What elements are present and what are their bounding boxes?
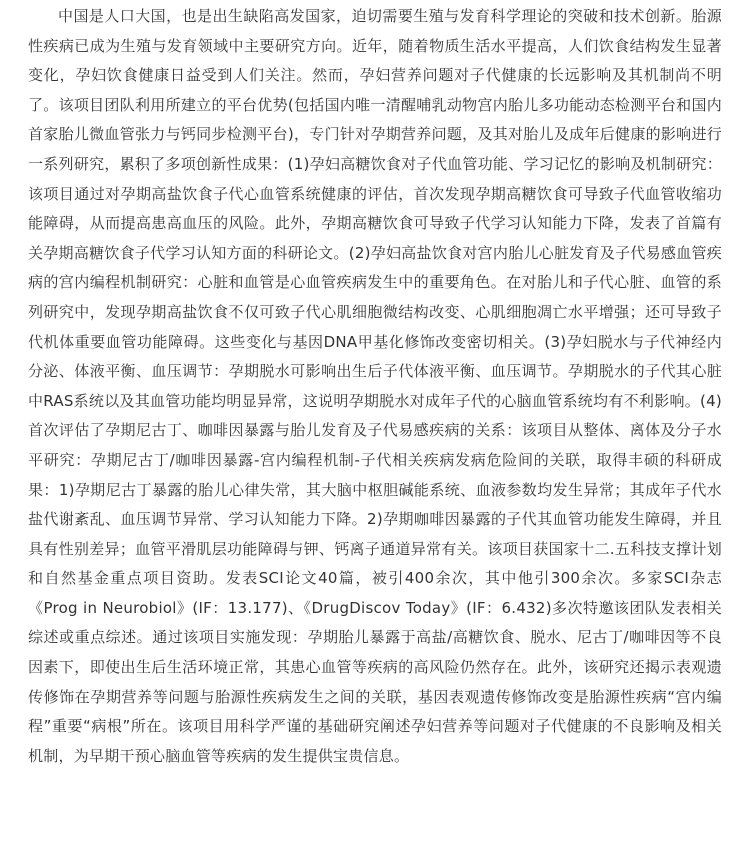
article-paragraph: 中国是人口大国，也是出生缺陷高发国家，迫切需要生殖与发育科学理论的突破和技术创新。胎源性疾病已成为生殖与发育领域中主要研究方向。近年，随着物质生活水平提高，人们饮食结构发生显著变化，孕妇饮食健康日益受到人们关注。然而，孕妇营养问题对子代健康的长远影响及其机制尚不明了。该项目团队利用所建立的平台优势(包括国内唯一清醒哺乳动物宫内胎儿多功能动态检测平台和国内首家胎儿微血管张力与钙同步检测平台)，专门针对孕期营养问题，及其对胎儿及成年后健康的影响进行一系列研究，累积了多项创新性成果：(1)孕妇高糖饮食对子代血管功能、学习记忆的影响及机制研究：该项目通过对孕期高盐饮食子代心血管系统健康的评估，首次发现孕期高糖饮食可导致子代血管收缩功能障碍，从而提高患高血压的风险。此外，孕期高糖饮食可导致子代学习认知能力下降，发表了首篇有关孕期高糖饮食子代学习认知方面的科研论文。(2)孕妇高盐饮食对宫内胎儿心脏发育及子代易感血管疾病的宫内编程机制研究：心脏和血管是心血管疾病发生中的重要角色。在对胎儿和子代心脏、血管的系列研究中，发现孕期高盐饮食不仅可致子代心肌细胞微结构改变、心肌细胞凋亡水平增强；还可导致子代机体重要血管功能障碍。这些变化与基因DNA甲基化修饰改变密切相关。(3)孕妇脱水与子代神经内分泌、体液平衡、血压调节：孕期脱水可影响出生后子代体液平衡、血压调节。孕期脱水的子代其心脏中RAS系统以及其血管功能均明显异常，这说明孕期脱水对成年子代的心脑血管系统均有不利影响。(4)首次评估了孕期尼古丁、咖啡因暴露与胎儿发育及子代易感疾病的关系：该项目从整体、离体及分子水平研究：孕期尼古丁/咖啡因暴露-宫内编程机制-子代相关疾病发病危险间的关联，取得丰硕的科研成果：1)孕期尼古丁暴露的胎儿心律失常，其大脑中枢胆碱能系统、血液参数均发生异常；其成年子代水盐代谢紊乱、血压调节异常、学习认知能力下降。2)孕期咖啡因暴露的子代其血管功能发生障碍，并且具有性别差异；血管平滑肌层功能障碍与钾、钙离子通道异常有关。该项目获国家十二.五科技支撑计划和自然基金重点项目资助。发表SCI论文40篇，被引400余次，其中他引300余次。多家SCI杂志《Prog in Neurobiol》(IF：13.177)、《DrugDiscov Today》(IF：6.432)多次特邀该团队发表相关综述或重点综述。通过该项目实施发现：孕期胎儿暴露于高盐/高糖饮食、脱水、尼古丁/咖啡因等不良因素下，即使出生后生活环境正常，其患心血管等疾病的高风险仍然存在。此外，该研究还揭示表观遗传修饰在孕期营养等问题与胎源性疾病发生之间的关联，基因表观遗传修饰改变是胎源性疾病“宫内编程”重要“病根”所在。该项目用科学严谨的基础研究阐述孕妇营养等问题对子代健康的不良影响及相关机制，为早期干预心脑血管等疾病的发生提供宝贵信息。 [28, 7, 722, 765]
article-body [28, 2, 722, 771]
